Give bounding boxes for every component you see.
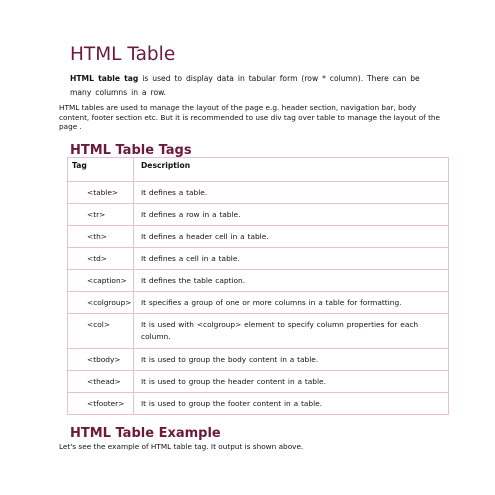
table-row xyxy=(68,371,449,393)
column-header-tag: Tag xyxy=(68,158,134,182)
description-cell: It is used to group the footer content in a table. xyxy=(134,393,449,415)
table-header-row xyxy=(68,158,449,182)
table-row xyxy=(68,393,449,415)
example-section-heading: HTML Table Example xyxy=(70,426,221,441)
table-row xyxy=(68,314,449,349)
intro-text: is used to display data in tabular form (row * column). There can be many columns in a row. xyxy=(70,74,420,97)
description-cell: It is used to group the header content in a table. xyxy=(134,371,449,393)
table-row xyxy=(68,204,449,226)
table-row xyxy=(68,270,449,292)
table-row xyxy=(68,248,449,270)
tag-cell: <table> xyxy=(68,182,134,204)
table-row xyxy=(68,292,449,314)
description-cell: It defines a row in a table. xyxy=(134,204,449,226)
description-cell: It defines a cell in a table. xyxy=(134,248,449,270)
description-cell: It specifies a group of one or more columns in a table for formatting. xyxy=(134,292,449,314)
tag-cell: <tr> xyxy=(68,204,134,226)
table-row xyxy=(68,349,449,371)
tag-cell: <td> xyxy=(68,248,134,270)
example-paragraph: Let's see the example of HTML table tag. It output is shown above. xyxy=(59,442,304,451)
description-cell: It defines a header cell in a table. xyxy=(134,226,449,248)
tag-cell: <tfooter> xyxy=(68,393,134,415)
page-title: HTML Table xyxy=(70,44,176,65)
description-cell: It defines a table. xyxy=(134,182,449,204)
tag-cell: <caption> xyxy=(68,270,134,292)
tag-cell: <th> xyxy=(68,226,134,248)
description-cell: It is used to group the body content in a table. xyxy=(134,349,449,371)
table-row xyxy=(68,182,449,204)
table-row xyxy=(68,226,449,248)
column-header-description: Description xyxy=(134,158,449,182)
tags-section-heading: HTML Table Tags xyxy=(70,143,192,158)
description-cell: It is used with <colgroup> element to specify column properties for each column. xyxy=(134,314,449,349)
tag-cell: <thead> xyxy=(68,371,134,393)
tag-cell: <col> xyxy=(68,314,134,349)
tag-cell: <tbody> xyxy=(68,349,134,371)
tag-cell: <colgroup> xyxy=(68,292,134,314)
description-cell: It defines the table caption. xyxy=(134,270,449,292)
intro-paragraph xyxy=(70,72,442,99)
tags-table xyxy=(67,157,449,415)
intro-bold-term: HTML table tag xyxy=(70,74,139,83)
layout-paragraph: HTML tables are used to manage the layout of the page e.g. header section, navigation bar, body content, footer section etc. But it is recommended to use div tag over table to manage the layout of the page . xyxy=(59,103,441,131)
